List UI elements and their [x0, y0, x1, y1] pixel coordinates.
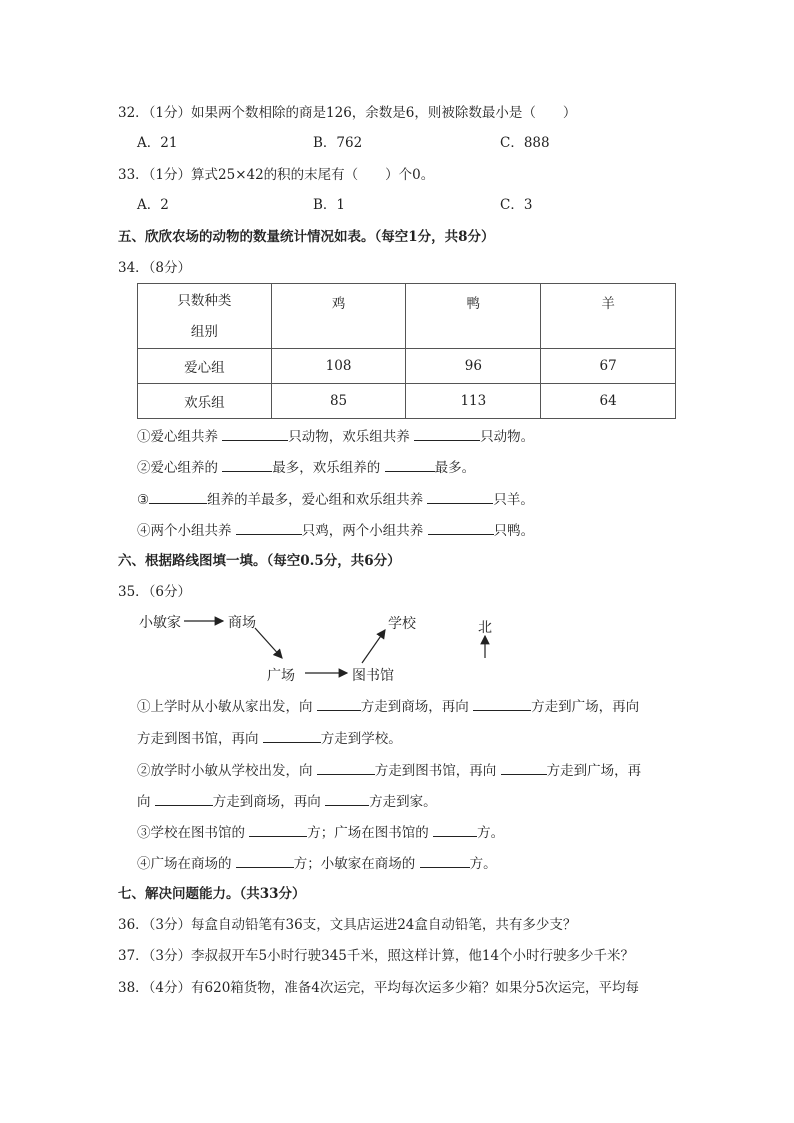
answer-blank[interactable]: [155, 791, 213, 806]
route-map-arrows: [137, 608, 497, 686]
answer-blank[interactable]: [325, 791, 369, 806]
q35-item-3: ③学校在图书馆的 方；广场在图书馆的 方。: [137, 822, 504, 843]
map-label-square: 广场: [267, 668, 295, 684]
answer-blank[interactable]: [420, 853, 470, 868]
answer-blank[interactable]: [414, 426, 480, 441]
answer-blank[interactable]: [222, 426, 288, 441]
q34-item-3: ③ 组养的羊最多，爱心组和欢乐组共养 只羊。: [137, 489, 534, 510]
q35-item-2-line-2: 向 方走到商场，再向 方走到家。: [137, 791, 437, 812]
answer-blank[interactable]: [236, 853, 294, 868]
corner-bottom-label: 组别: [190, 324, 218, 340]
question-38: 38．（4分）有620箱货物，准备4次运完，平均每次运多少箱？如果分5次运完，平均每: [118, 980, 639, 996]
table-cell: 108: [271, 349, 406, 384]
q32-option-c[interactable]: C．888: [500, 135, 550, 151]
table-cell: 85: [271, 384, 406, 419]
table-cell: 67: [541, 349, 676, 384]
answer-blank[interactable]: [427, 489, 493, 504]
farm-animal-table: [137, 283, 676, 419]
q32-option-a[interactable]: A．21: [137, 135, 178, 151]
map-label-school: 学校: [388, 616, 416, 632]
answer-blank[interactable]: [317, 760, 375, 775]
q34-item-4: ④两个小组共养 只鸡，两个小组共养 只鸭。: [137, 520, 534, 541]
header-sheep: 羊: [541, 284, 676, 349]
question-34-label: 34．（8分）: [118, 260, 192, 276]
map-label-library: 图书馆: [352, 668, 394, 684]
answer-blank[interactable]: [222, 457, 272, 472]
q34-item-2: ②爱心组养的 最多，欢乐组养的 最多。: [137, 457, 475, 478]
answer-blank[interactable]: [263, 728, 321, 743]
table-cell: 96: [406, 349, 541, 384]
header-duck: 鸭: [406, 284, 541, 349]
table-cell: 113: [406, 384, 541, 419]
answer-blank[interactable]: [385, 457, 435, 472]
map-label-home: 小敏家: [139, 615, 181, 631]
table-cell: 64: [541, 384, 676, 419]
header-chicken: 鸡: [271, 284, 406, 349]
q33-option-b[interactable]: B．1: [313, 197, 346, 213]
q33-option-c[interactable]: C．3: [500, 197, 533, 213]
route-map: [137, 608, 497, 686]
q35-item-2-line-1: ②放学时小敏从学校出发，向 方走到图书馆，再向 方走到广场，再: [137, 760, 641, 781]
answer-blank[interactable]: [317, 696, 361, 711]
q35-item-1-line-2: 方走到图书馆，再向 方走到学校。: [137, 728, 402, 749]
corner-top-label: 只数种类: [177, 293, 232, 309]
q35-item-1-line-1: ①上学时从小敏从家出发，向 方走到商场，再向 方走到广场，再向: [137, 696, 639, 717]
arrow-library-to-school: [362, 630, 385, 663]
question-35-label: 35．（6分）: [118, 584, 192, 600]
question-32: 32．（1分）如果两个数相除的商是126，余数是6，则被除数最小是（ ）: [118, 105, 577, 121]
q34-item-1: ①爱心组共养 只动物，欢乐组共养 只动物。: [137, 426, 534, 447]
answer-blank[interactable]: [501, 760, 547, 775]
arrow-mall-to-square: [255, 628, 282, 658]
section-7-title: 七、解决问题能力。（共33分）: [118, 886, 306, 902]
question-33: 33．（1分）算式25×42的积的末尾有（ ）个0。: [118, 167, 435, 183]
answer-blank[interactable]: [473, 696, 531, 711]
answer-blank[interactable]: [236, 520, 302, 535]
table-corner-cell: [138, 284, 272, 349]
q33-option-a[interactable]: A．2: [137, 197, 169, 213]
question-36: 36．（3分）每盒自动铅笔有36支，文具店运进24盒自动铅笔，共有多少支？: [118, 917, 577, 933]
answer-blank[interactable]: [428, 520, 494, 535]
q35-item-4: ④广场在商场的 方；小敏家在商场的 方。: [137, 853, 497, 874]
answer-blank[interactable]: [433, 822, 477, 837]
map-label-north: 北: [478, 620, 492, 636]
answer-blank[interactable]: [249, 822, 307, 837]
q32-option-b[interactable]: B．762: [313, 135, 363, 151]
map-label-mall: 商场: [228, 615, 256, 631]
row-group-aixin: 爱心组: [138, 349, 272, 384]
question-37: 37．（3分）李叔叔开车5小时行驶345千米，照这样计算，他14个小时行驶多少千米？: [118, 948, 635, 964]
section-5-title: 五、欣欣农场的动物的数量统计情况如表。（每空1分，共8分）: [118, 229, 495, 245]
row-group-huanle: 欢乐组: [138, 384, 272, 419]
answer-blank[interactable]: [149, 489, 207, 504]
section-6-title: 六、根据路线图填一填。（每空0.5分，共6分）: [118, 553, 401, 569]
